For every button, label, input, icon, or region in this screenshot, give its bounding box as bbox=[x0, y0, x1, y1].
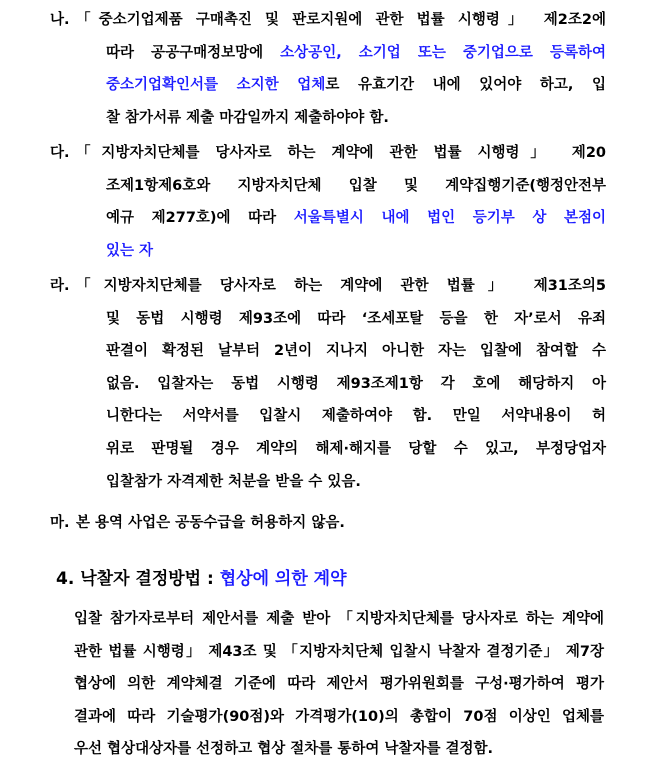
text-run: 예규 제277호)에 따라 bbox=[106, 210, 294, 227]
text-run: 위로 판명될 경우 계약의 해제·해지를 당할 수 있고, 부정당업자 bbox=[106, 440, 606, 457]
paragraph-line: 우선 협상대상자를 선정하고 협상 절차를 통하여 낙찰자를 결정함. bbox=[74, 741, 494, 758]
body-paragraph bbox=[74, 604, 604, 767]
paragraph-line: 관한 법률 시행령」 제43조 및 「지방자치단체 입찰시 낙찰자 결정기준」 제7장 bbox=[74, 643, 604, 660]
list-item bbox=[50, 507, 606, 540]
list-item bbox=[50, 270, 606, 498]
text-run: 로 유효기간 내에 있어야 하고, 입 bbox=[325, 77, 607, 94]
list-item bbox=[50, 137, 606, 267]
text-run: 찰 참가서류 제출 마감일까지 제출하야야 함. bbox=[106, 109, 389, 126]
section-label: 낙찰자 결정방법 : bbox=[80, 569, 220, 589]
text-run: 및 동법 시행령 제93조에 따라 ‘조세포탈 등을 한 자’로서 유죄 bbox=[106, 310, 606, 327]
list-item bbox=[50, 4, 607, 134]
text-run: 입찰참가 자격제한 처분을 받을 수 있음. bbox=[106, 473, 361, 490]
item-marker: 라. bbox=[50, 278, 70, 294]
highlighted-text: 중소기업확인서를 소지한 업체 bbox=[106, 77, 326, 94]
paragraph-line: 협상에 의한 계약체결 기준에 따라 제안서 평가위원회를 구성·평가하여 평가 bbox=[74, 676, 604, 693]
highlighted-text: 소상공인, 소기업 또는 중기업으로 등록하여 bbox=[280, 44, 606, 61]
paragraph-line: 입찰 참가자로부터 제안서를 제출 받아 「지방자치단체를 당사자로 하는 계약에 bbox=[74, 611, 604, 627]
text-run: 조제1항제6호와 지방자치단체 입찰 및 계약집행기준(행정안전부 bbox=[106, 177, 606, 194]
text-run: 본 용역 사업은 공동수급을 허용하지 않음. bbox=[76, 515, 345, 531]
text-run: 따라 공공구매정보망에 bbox=[106, 44, 281, 61]
section-value: 협상에 의한 계약 bbox=[219, 569, 347, 589]
text-run: 「지방자치단체를 당사자로 하는 계약에 관한 법률」 제31조의5 bbox=[76, 278, 606, 294]
section-heading bbox=[56, 564, 347, 589]
item-marker: 다. bbox=[50, 145, 70, 161]
section-number: 4. bbox=[56, 569, 75, 589]
item-marker: 나. bbox=[50, 12, 70, 28]
item-marker: 마. bbox=[50, 515, 70, 531]
paragraph-line: 결과에 따라 기술평가(90점)와 가격평가(10)의 총합이 70점 이상인 업체를 bbox=[74, 708, 604, 725]
highlighted-text: 서울특별시 내에 법인 등기부 상 본점이 bbox=[293, 210, 606, 227]
text-run: 니한다는 서약서를 입찰시 제출하여야 함. 만일 서약내용이 허 bbox=[106, 408, 606, 425]
text-run: 「중소기업제품 구매촉진 및 판로지원에 관한 법률 시행령」 제2조2에 bbox=[76, 12, 606, 28]
text-run: 판결이 확정된 날부터 2년이 지나지 아니한 자는 입찰에 참여할 수 bbox=[106, 343, 606, 360]
highlighted-text: 있는 자 bbox=[106, 242, 154, 259]
text-run: 「지방자치단체를 당사자로 하는 계약에 관한 법률 시행령」 제20 bbox=[76, 145, 606, 161]
text-run: 없음. 입찰자는 동법 시행령 제93조제1항 각 호에 해당하지 아 bbox=[106, 375, 606, 392]
